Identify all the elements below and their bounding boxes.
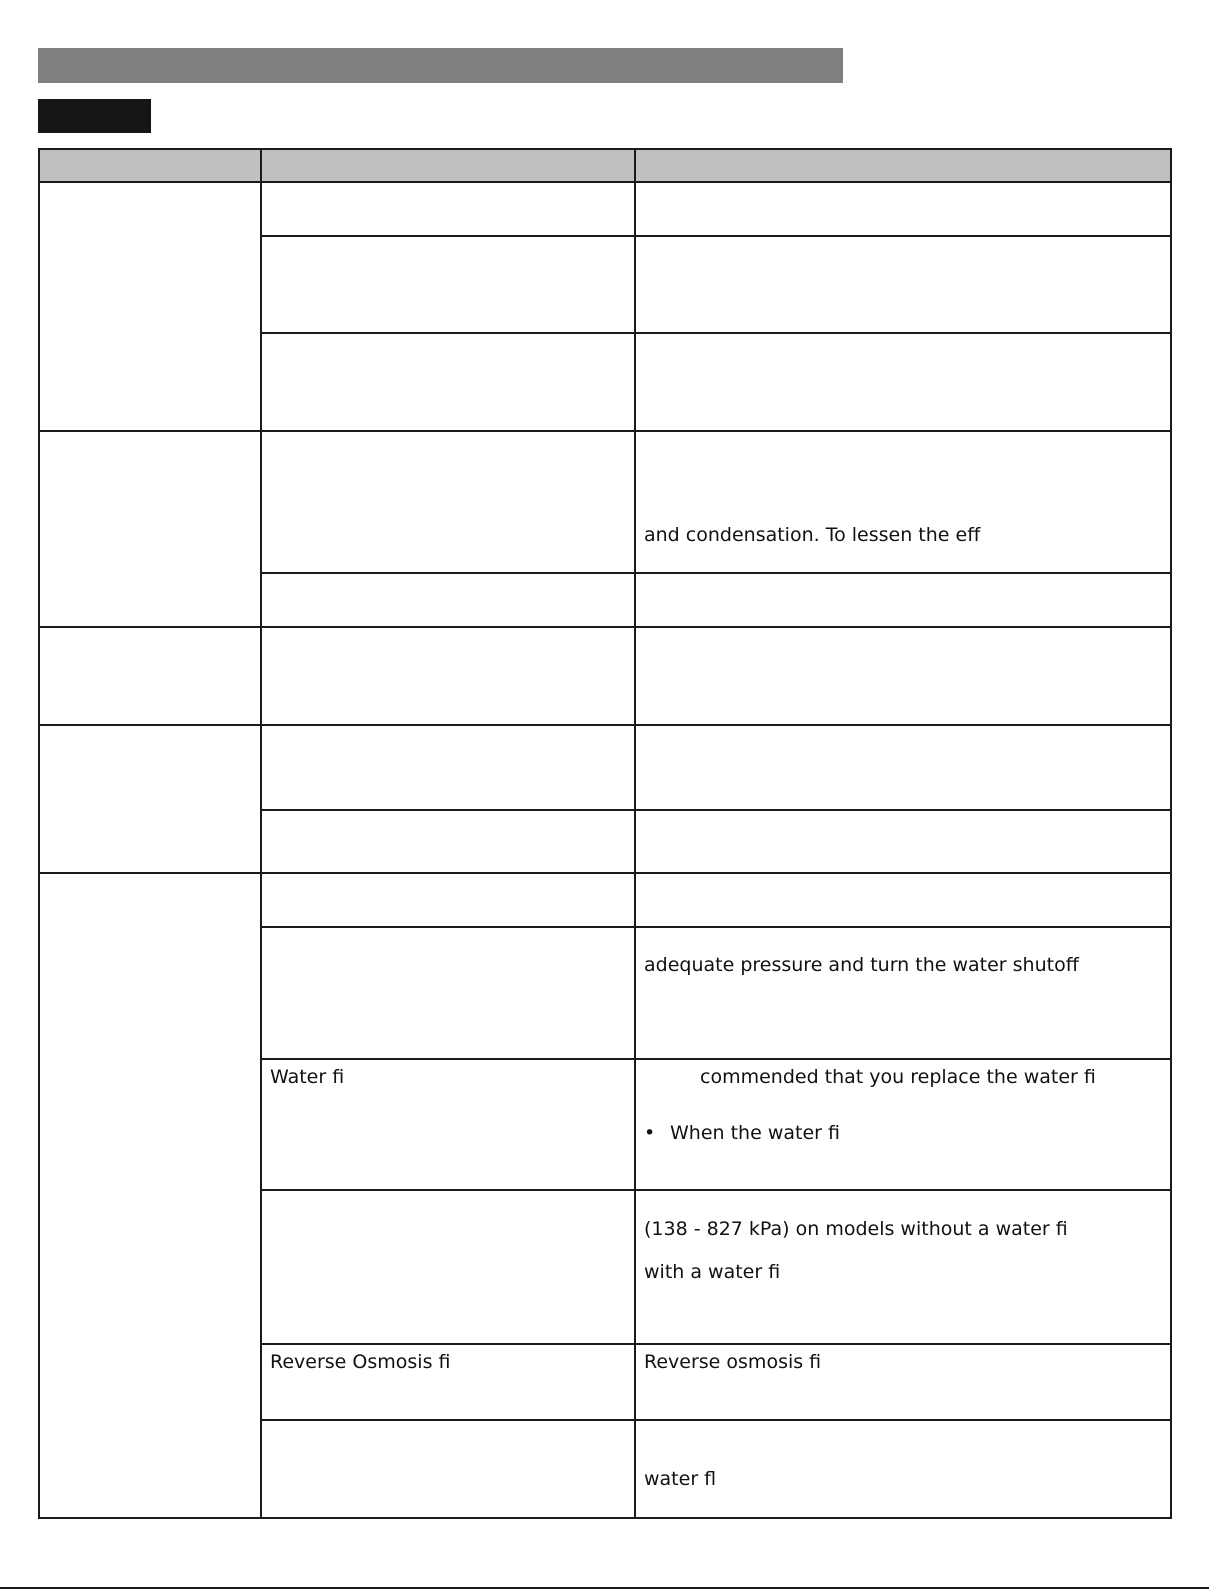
solution-cell xyxy=(635,810,1171,873)
cause-cell xyxy=(261,810,635,873)
solution-cell xyxy=(635,1344,1171,1420)
cause-cell xyxy=(261,333,635,431)
cause-cell xyxy=(261,236,635,333)
cause-cell xyxy=(261,725,635,810)
troubleshooting-table xyxy=(38,148,1172,1519)
section-title-bar xyxy=(38,48,843,83)
solution-cell xyxy=(635,1059,1171,1190)
table-header-row xyxy=(39,149,1171,182)
solution-cell xyxy=(635,1190,1171,1344)
solution-text: and condensation. To lessen the eff xyxy=(644,524,981,546)
header-problem xyxy=(39,149,261,182)
table-row xyxy=(39,182,1171,236)
cause-cell xyxy=(261,927,635,1059)
solution-text: adequate pressure and turn the water shutoff xyxy=(644,954,1079,976)
solution-text: (138 - 827 kPa) on models without a water fi xyxy=(644,1218,1068,1240)
solution-cell xyxy=(635,236,1171,333)
solution-text: water fl xyxy=(644,1468,717,1490)
problem-cell xyxy=(39,182,261,431)
solution-cell xyxy=(635,431,1171,573)
cause-text: Water fi xyxy=(270,1066,345,1088)
cause-cell xyxy=(261,873,635,927)
cause-cell xyxy=(261,573,635,627)
solution-cell xyxy=(635,927,1171,1059)
solution-text: with a water fi xyxy=(644,1261,781,1283)
cause-cell xyxy=(261,1059,635,1190)
bullet-icon: • xyxy=(644,1122,656,1144)
solution-bullet-item xyxy=(644,1088,1162,1144)
solution-cell xyxy=(635,627,1171,725)
problem-cell xyxy=(39,725,261,873)
solution-text: commended that you replace the water fi xyxy=(700,1066,1096,1088)
table-row xyxy=(39,725,1171,810)
solution-cell xyxy=(635,182,1171,236)
solution-cell xyxy=(635,1420,1171,1518)
section-tag xyxy=(38,99,151,133)
solution-cell xyxy=(635,873,1171,927)
cause-cell xyxy=(261,1190,635,1344)
solution-cell xyxy=(635,333,1171,431)
table-row xyxy=(39,627,1171,725)
cause-cell xyxy=(261,431,635,573)
solution-cell xyxy=(635,573,1171,627)
cause-cell xyxy=(261,1420,635,1518)
problem-cell xyxy=(39,627,261,725)
header-cause xyxy=(261,149,635,182)
cause-cell xyxy=(261,182,635,236)
solution-text: Reverse osmosis fi xyxy=(644,1351,822,1373)
cause-cell xyxy=(261,627,635,725)
problem-cell xyxy=(39,873,261,1518)
table-row xyxy=(39,873,1171,927)
header-solution xyxy=(635,149,1171,182)
table-row xyxy=(39,431,1171,573)
cause-cell xyxy=(261,1344,635,1420)
problem-cell xyxy=(39,431,261,627)
cause-text: Reverse Osmosis fi xyxy=(270,1351,451,1373)
solution-text: When the water fi xyxy=(670,1122,840,1144)
solution-cell xyxy=(635,725,1171,810)
